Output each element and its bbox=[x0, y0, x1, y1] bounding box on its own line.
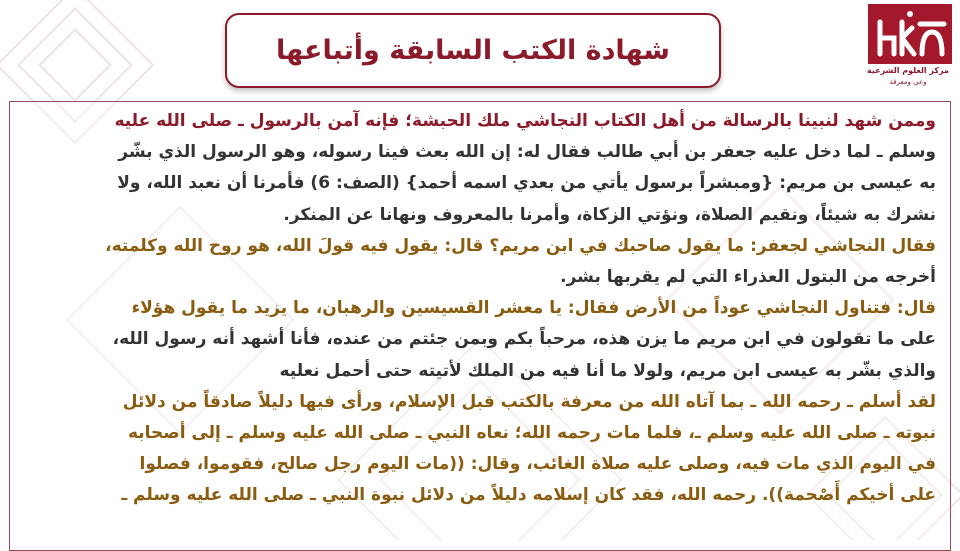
title-box bbox=[225, 13, 721, 88]
text-line: به عيسى بن مريم: {ومبشراً برسول يأتي من بعدي اسمه أحمد} (الصف: 6) فأمرنا أن نعبد الله، ولا bbox=[117, 173, 936, 194]
text-line: وممن شهد لنبينا بالرسالة من أهل الكتاب النجاشي ملك الحبشة؛ فإنه آمن بالرسول ـ صلى الله عليه bbox=[114, 111, 936, 131]
text-line: فقال النجاشي لجعفر: ما يقول صاحبك في ابن مريم؟ قال: يقول فيه قولَ الله، هو روح الله وكلمته، bbox=[105, 235, 936, 256]
content-body bbox=[16, 106, 936, 511]
text-line: أخرجه من البتول العذراء التي لم يقربها بشر. bbox=[560, 266, 936, 287]
text-line: نشرك به شيئاً، ونقيم الصلاة، ونؤتي الزكاة، وأمرنا بالمعروف ونهانا عن المنكر. bbox=[283, 204, 936, 225]
text-line: والذي بشّر به عيسى ابن مريم، ولولا ما أنا فيه من الملك لأتيته حتى أحمل نعليه bbox=[279, 360, 936, 381]
text-line: قال: فتناول النجاشي عوداً من الأرض فقال: يا معشر القسيسين والرهبان، ما يزيد ما يقول هؤلاء bbox=[131, 298, 936, 319]
text-line: وسلم ـ لما دخل عليه جعفر بن أبي طالب فقال له: إن الله بعث فينا رسوله، وهو الرسول الذي بشّر bbox=[118, 142, 936, 163]
logo-tagline: وعي ومعرفة bbox=[889, 78, 927, 86]
text-line: في اليوم الذي مات فيه، وصلى عليه صلاة الغائب، وقال: ((مات اليوم رجل صالح، فقوموا، فصلوا bbox=[139, 454, 936, 475]
text-line: على أخيكم أَصْحمة)). رحمه الله، فقد كان إسلامه دليلاً من دلائل نبوة النبي ـ صلى الله عليه وسلم ـ bbox=[121, 485, 936, 506]
logo bbox=[862, 4, 956, 92]
text-line: على ما تقولون في ابن مريم ما يزن هذه، مرحباً بكم وبمن جئتم من عنده، فأنا أشهد أنه رسول الله، bbox=[112, 329, 936, 350]
logo-subtitle: مركز العلوم الشرعية bbox=[867, 66, 949, 75]
logo-icon bbox=[868, 4, 952, 64]
text-line: لقد أسلم ـ رحمه الله ـ بما آتاه الله من معرفة بالكتب قبل الإسلام، ورأى فيها دليلاً صادقاً من دلائل bbox=[122, 391, 936, 412]
text-line: نبوته ـ صلى الله عليه وسلم ـ، فلما مات رحمه الله؛ نعاه النبي ـ صلى الله عليه وسلم ـ إلى أصحابه bbox=[127, 422, 936, 443]
page-title: شهادة الكتب السابقة وأتباعها bbox=[276, 35, 670, 66]
